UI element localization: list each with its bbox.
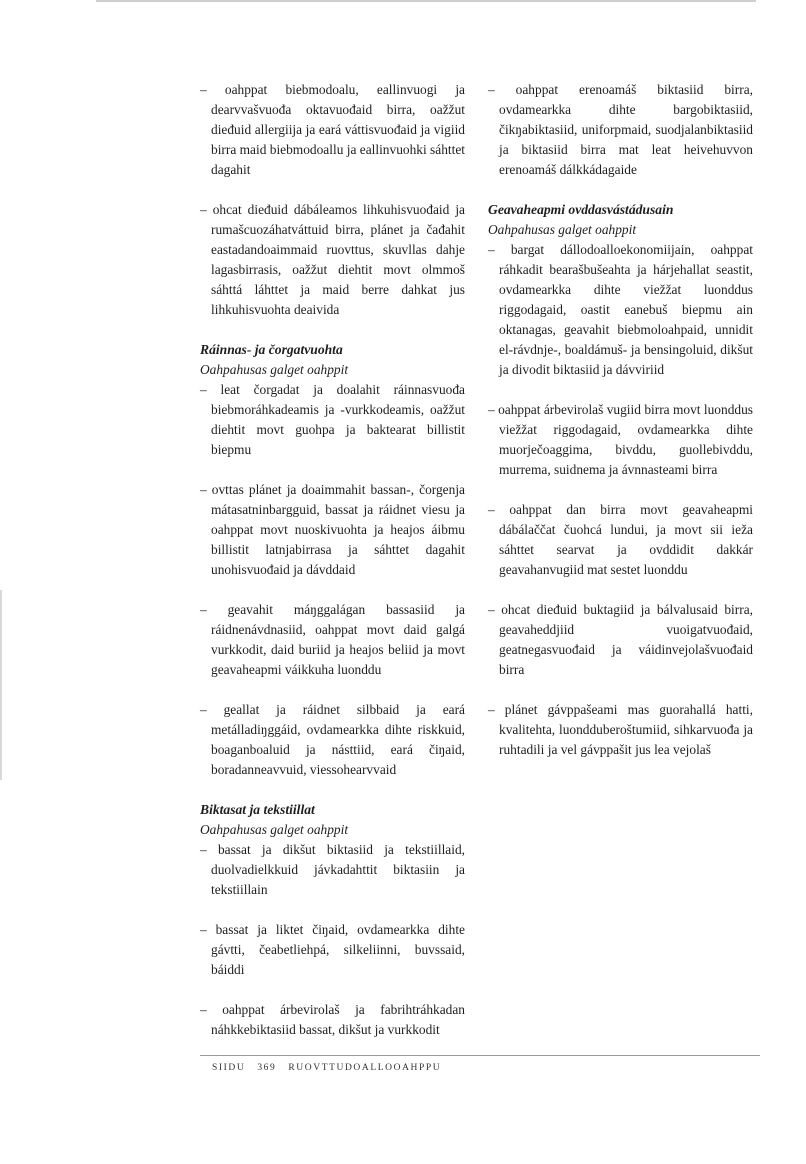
section-biktasat [200,800,465,1040]
list-item: – oahppat erenoamáš biktasiid birra, ovdamearkka dihte bargobiktasiid, čikŋabiktasiid, uniforpmaid, suodjalanbiktasiid ja biktasiid birra mat leat heivehuvvon erenoamáš dálkkádagaide [488,82,753,177]
top-rule [96,0,756,2]
list-item: – leat čorgadat ja doalahit ráinnasvuođa biebmoráhkadeamis ja -vurkkodeamis, oažžut diehtit movt guohpa ja baktearat billistit biepmu [200,382,465,457]
list-item: – oahppat árbevirolaš ja fabrihtráhkadan náhkkebiktasiid bassat, dikšut ja vurkkodit [200,1002,465,1037]
list-item: – oahppat árbevirolaš vugiid birra movt luonddus viežžat riggodagaid, ovdamearkka dihte muorječoaggima, bivddu, guollebivddu, murrema, suidnema ja ávnnasteami birra [488,402,753,477]
footer-label: SIIDU [212,1063,246,1073]
footer-rule [200,1055,760,1056]
section-rainnas [200,340,465,780]
list-item: – ohcat dieđuid dábáleamos lihkuhisvuođaid ja rumašcuozáhatváttuid birra, plánet ja čađahit eastadandoaimmaid ruovttus, skuvllas dahje lagasbirrasis, oažžut diehtit movt olmmoš sáhttá láhttet ja maid berre dahkat jus lihkuhisvuohta deaivida [200,202,465,317]
section-heading: Biktasat ja tekstiillat [200,802,315,817]
running-title: RUOVTTUDOALLOOAHPPU [288,1063,442,1073]
list-item: – oahppat dan birra movt geavaheapmi dábálaččat čuohcá lundui, ja movt sii ieža sáhttet searvat ja ovddidit dakkár geavahanvugiid mat sestet luonddu [488,502,753,577]
section-subheading: Oahpahusas galget oahppit [488,222,637,237]
section-subheading: Oahpahusas galget oahppit [200,822,349,837]
list-item: – geavahit máŋggalágan bassasiid ja ráidnenávdnasiid, oahppat movt daid galgá vurkkodit, daid buriid ja heajos beliid ja movt geavaheapmi váikkuha luonddu [200,602,465,677]
list-item: – geallat ja ráidnet silbbaid ja eará metálladiŋggáid, ovdamearkka dihte riskkuid, boaganboaluid ja násttiid, eará čiŋaid, boradanneavvuid, viessohearvvaid [200,702,465,777]
section-heading: Ráinnas- ja čorgatvuohta [200,342,343,357]
left-column [200,80,465,1040]
page-footer [212,1063,449,1073]
right-column [488,80,753,760]
section-geavaheapmi [488,200,753,760]
list-item: – plánet gávppašeami mas guorahallá hatti, kvalitehta, luondduberoštumiid, sihkarvuođa ja ruhtadili ja vel gávppašit jus lea vejolaš [488,702,753,757]
list-item: – ohcat dieđuid buktagiid ja bálvalusaid birra, geavaheddjiid vuoigatvuođaid, geatnegasvuođaid ja váidinvejolašvuođaid birra [488,602,753,677]
page-number: 369 [257,1063,277,1073]
list-item: – bassat ja liktet čiŋaid, ovdamearkka dihte gávtti, čeabetliehpá, silkeliinni, buvssaid, báiddi [200,922,465,977]
list-item: – bargat dállodoalloekonomiijain, oahppat ráhkadit bearašbušeahta ja hárjehallat seastit, ovdamearkka dihte viežžat luonddus riggodagaid, oastit eanebuš biepmu ain oktanagas, geavahit biebmoloahpaid, unnidit el-rávdnje-, boaldámuš- ja bensingoluid, dikšut ja divodit biktasiid ja dávviriid [488,242,753,377]
list-item: – oahppat biebmodoalu, eallinvuogi ja dearvvašvuođa oktavuođaid birra, oažžut dieđuid allergiija ja eará váttisvuođaid ja vigiid birra maid biebmodoallu ja eallinvuohki sáhttet dagahit [200,82,465,177]
list-item: – ovttas plánet ja doaimmahit bassan-, čorgenja mátasatninbargguid, bassat ja ráidnet viesu ja oahppat movt nuoskivuohta ja heajos áibmu billistit latnjabirrasa ja sáhttet dagahit unohisvuođaid ja dávddaid [200,482,465,577]
section-heading: Geavaheapmi ovddasvástádusain [488,202,674,217]
list-item: – bassat ja dikšut biktasiid ja tekstiillaid, duolvadielkkuid jávkadahttit biktasiin ja tekstiillain [200,842,465,897]
scan-edge-mark [0,590,2,780]
section-subheading: Oahpahusas galget oahppit [200,362,349,377]
